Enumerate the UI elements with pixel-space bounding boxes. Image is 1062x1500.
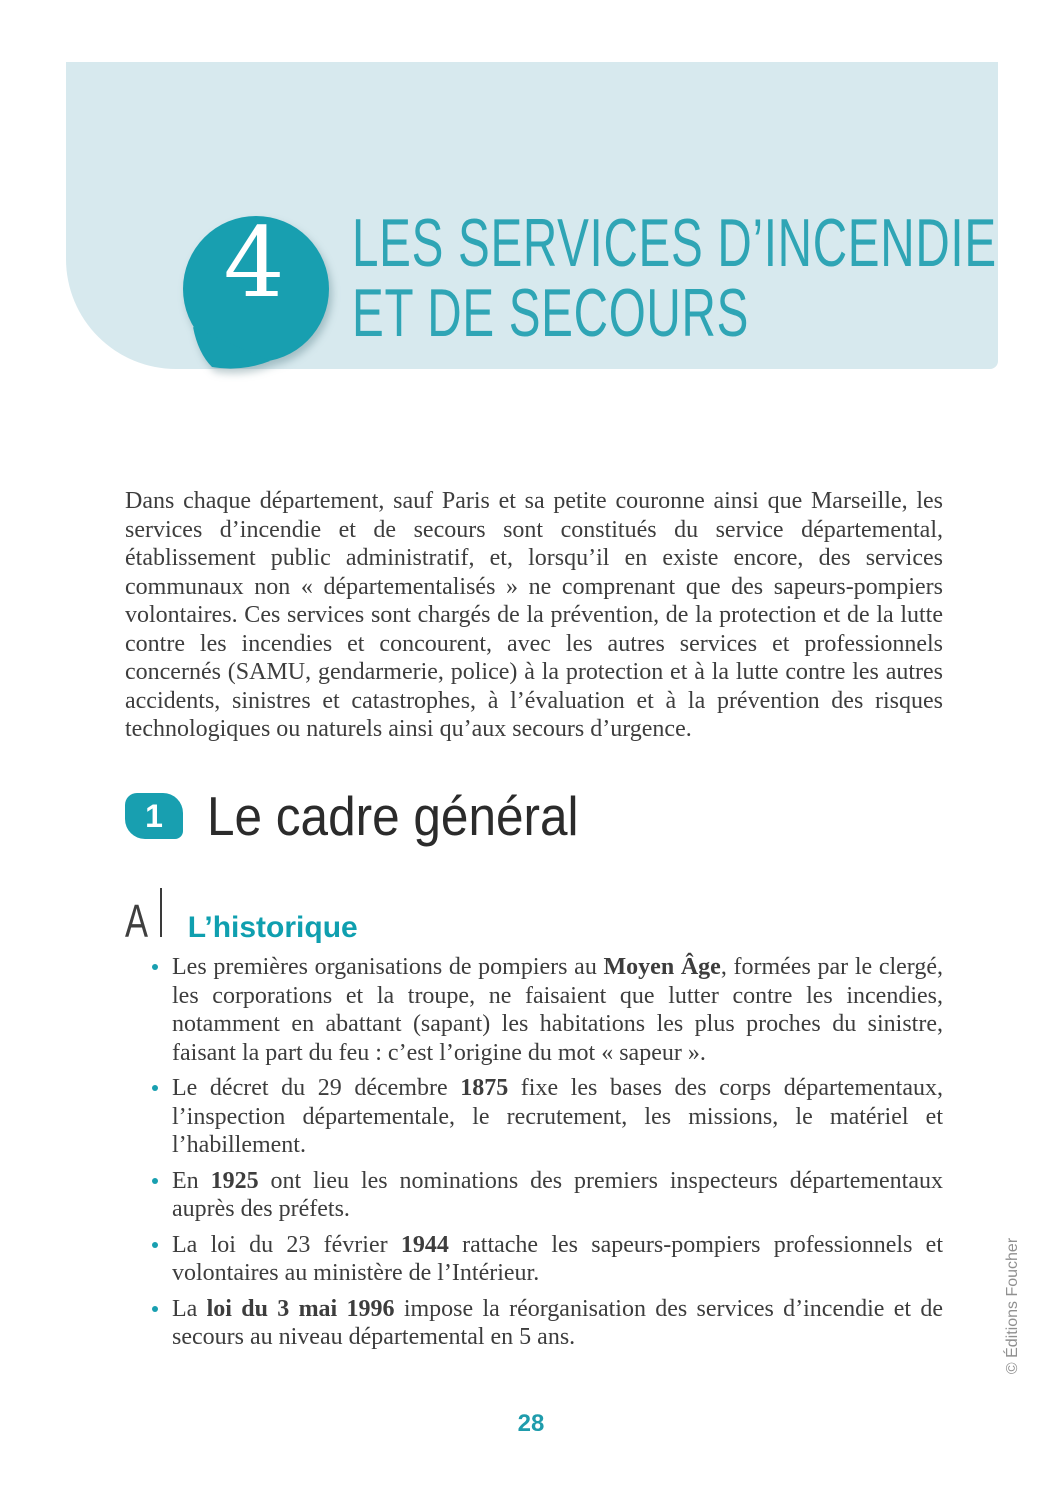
bullet-list (125, 953, 943, 1359)
section-title: Le cadre général (207, 785, 579, 847)
bullet-icon (152, 964, 158, 970)
bullet-icon (152, 1306, 158, 1312)
section-heading (125, 785, 620, 847)
list-item: Le décret du 29 décembre 1875 fixe les bases des corps départementaux, l’inspection départementale, le recrutement, les missions, le matériel et l’habillement. (125, 1074, 943, 1160)
subsection-letter: A (125, 895, 149, 947)
list-item: Les premières organisations de pompiers au Moyen Âge, formées par le clergé, les corporations et la troupe, ne faisaient que lutter contre les incendies, notamment en abattant (sapant) les habitations les plus proches du sinistre, faisant la part du feu : c’est l’origine du mot « sapeur ». (125, 953, 943, 1067)
chapter-number-bubble-icon (176, 210, 336, 380)
list-item: La loi du 23 février 1944 rattache les sapeurs-pompiers professionnels et volontaires au ministère de l’Intérieur. (125, 1231, 943, 1288)
chapter-title (352, 205, 1062, 351)
list-item: En 1925 ont lieu les nominations des premiers inspecteurs départementaux auprès des préfets. (125, 1167, 943, 1224)
chapter-header-banner (66, 62, 998, 369)
bullet-icon (152, 1085, 158, 1091)
section-number-badge (125, 793, 183, 839)
bullet-icon (152, 1242, 158, 1248)
chapter-number: 4 (223, 210, 285, 319)
chapter-title-line2: ET DE SECOURS (352, 275, 750, 351)
copyright-vertical: © Éditions Foucher (1004, 1237, 1021, 1375)
chapter-title-line1: LES SERVICES D’INCENDIE (352, 205, 997, 281)
page-number: 28 (517, 1410, 545, 1437)
subsection-title: L’historique (187, 911, 358, 944)
intro-paragraph: Dans chaque département, sauf Paris et sa petite couronne ainsi que Marseille, les services d’incendie et de secours sont constitués du service départemental, établissement public administratif, et, lorsqu’il en existe encore, des services communaux non « départementalisés » ne comprenant que des sapeurs-pompiers volontaires. Ces services sont chargés de la prévention, de la protection et de la lutte contre les incendies et concourent, avec les autres services et professionnels concernés (SAMU, gendarmerie, police) à la protection et à la lutte contre les autres accidents, sinistres et catastrophes, à l’évaluation et à la prévention des risques technologiques ou naturels ainsi qu’aux secours d’urgence. (125, 488, 943, 742)
bullet-icon (152, 1178, 158, 1184)
subsection-divider (160, 888, 162, 937)
list-item: La loi du 3 mai 1996 impose la réorganisation des services d’incendie et de secours au niveau départemental en 5 ans. (125, 1295, 943, 1352)
section-number: 1 (145, 797, 163, 834)
subsection-heading (125, 888, 358, 948)
